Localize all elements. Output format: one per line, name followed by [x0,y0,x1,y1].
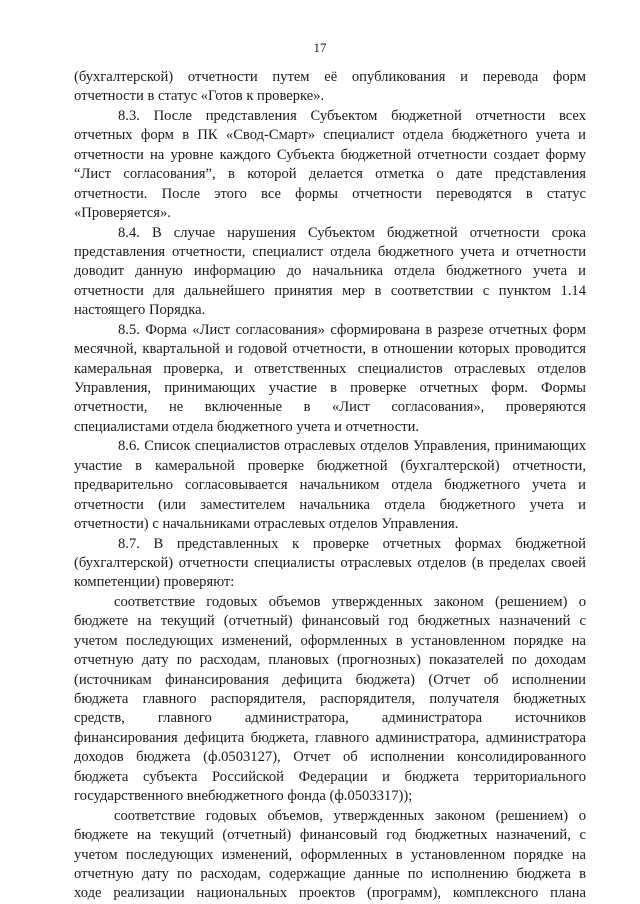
text-line: учетом последующих изменений, оформленных в установленном порядке на [74,632,586,649]
text-line: настоящего Порядка. [74,302,206,319]
text-line: специалистами отдела бюджетного учета и отчетности. [74,418,420,435]
text-line: камеральная проверка, и ответственных специалистов отраслевых отделов [74,360,586,377]
text-line: бюджете на текущий (отчетный) финансовый год бюджетных назначений, с [74,827,586,844]
page-number: 17 [313,40,327,55]
text-line: отчетности, не включенные в «Лист согласования», проверяются [74,399,586,416]
text-line: бюджета субъекта Российской Федерации и бюджета территориального [74,768,586,785]
text-line: (бухгалтерской) отчетности специалисты отраслевых отделов (в пределах своей [74,554,586,571]
text-line: месячной, квартальной и годовой отчетности, в отношении которых проводится [74,341,586,358]
text-line: доводит данную информацию до начальника отдела бюджетного учета и [74,263,586,280]
text-line: 8.5. Форма «Лист согласования» сформирована в разрезе отчетных форм [118,321,586,338]
text-line: участие в камеральной проверке бюджетной (бухгалтерской) отчетности, [74,457,586,474]
text-line: (источникам финансирования дефицита бюджета) (Отчет об исполнении [74,671,586,688]
text-line: предварительно согласовывается начальником отдела бюджетного учета и [74,477,586,494]
text-line: финансирования дефицита бюджета, главного администратора, администратора [74,729,586,746]
text-line: доходов бюджета (ф.0503127), Отчет об исполнении консолидированного [74,749,586,766]
text-line: ходе реализации национальных проектов (программ), комплексного плана [74,885,586,902]
text-line: отчетных форм в ПК «Свод-Смарт» специалист отдела бюджетного учета и [74,127,586,144]
text-line: компетенции) проверяют: [74,574,235,591]
text-line: бюджета главного распорядителя, распорядителя, получателя бюджетных [74,691,586,707]
text-line: (бухгалтерской) отчетности путем её опубликования и перевода форм [74,69,586,85]
text-line: средств, главного администратора, администратора источников [74,710,586,727]
text-line: отчетности. После этого все формы отчетности переводятся в статус [74,185,586,202]
text-line: отчетности (или заместителем начальника отдела бюджетного учета и [74,496,586,513]
text-line: отчетности в статус «Готов к проверке». [74,88,325,105]
text-line: отчетную дату по расходам, плановых (прогнозных) показателей по доходам [74,652,586,669]
text-line: бюджете на текущий (отчетный) финансовый год бюджетных назначений с [74,613,586,630]
text-line: соответствие годовых объемов, утвержденных законом (решением) о [114,807,586,824]
text-line: отчетности для дальнейшего принятия мер в соответствии с пунктом 1.14 [74,282,586,299]
text-line: Управления, принимающих участие в проверке отчетных форм. Формы [74,380,586,396]
text-line: учетом последующих изменений, оформленных в установленном порядке на [74,846,586,863]
text-line: 8.6. Список специалистов отраслевых отделов Управления, принимающих [118,438,586,455]
text-line: отчетности на уровне каждого Субъекта бюджетной отчетности создает форму [74,146,586,163]
text-line: отчетности) с начальниками отраслевых отделов Управления. [74,516,459,533]
document-body [74,68,586,904]
text-line: представления отчетности, специалист отдела бюджетного учета и отчетности [74,243,586,260]
text-line: 8.4. В случае нарушения Субъектом бюджетной отчетности срока [118,224,586,241]
text-line: отчетную дату по расходам, содержащие данные по исполнению бюджета в [74,865,586,882]
text-line: “Лист согласования”, в которой делается отметка о дате представления [74,166,586,183]
text-line: 8.3. После представления Субъектом бюджетной отчетности всех [118,107,586,124]
text-line: соответствие годовых объемов утвержденных законом (решением) о [114,593,586,610]
text-line: государственного внебюджетного фонда (ф.0503317)); [74,788,413,805]
text-line: «Проверяется». [74,205,171,222]
text-line: 8.7. В представленных к проверке отчетных формах бюджетной [118,535,586,552]
